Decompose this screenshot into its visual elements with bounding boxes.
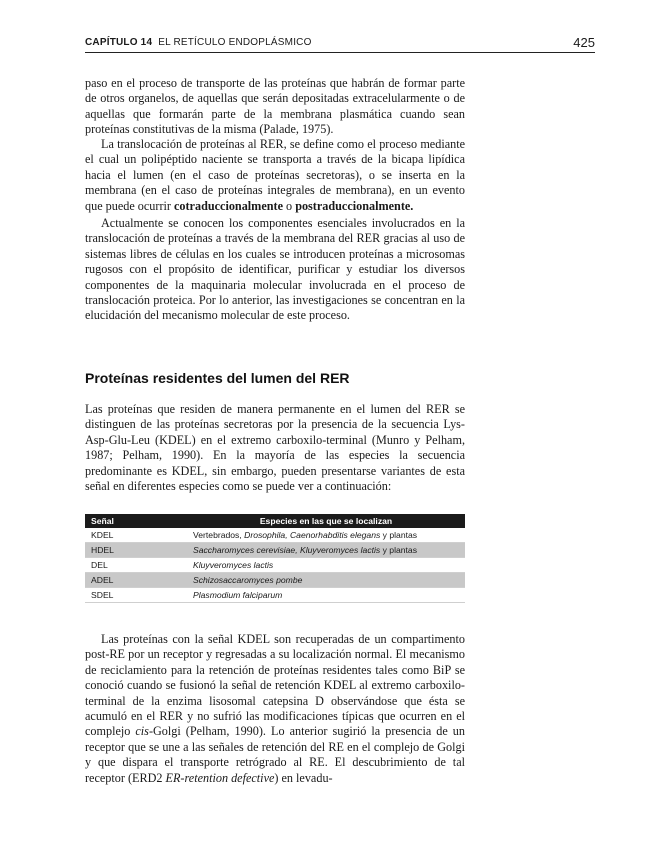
table-row — [85, 588, 465, 603]
header-rule — [85, 52, 595, 53]
paragraph-5 — [85, 632, 465, 786]
species-text: y plantas — [380, 545, 418, 555]
paragraph-5-text: Las proteínas con la señal KDEL son recuperadas de un compartimento post-RE por un receptor y regresadas a su localización normal. El mecanismo de reciclamiento para la retención de proteínas residentes tales como BiP se conoció cuando se fusionó la señal de retención KDEL al extremo carboxilo-terminal de la enzima lisosomal catepsina D observándose que ésta se acumuló en el RER y no sufrió las modificaciones típicas que ocurren en el complejo — [85, 632, 465, 739]
signal-cell: ADEL — [85, 573, 187, 588]
paragraph-1: paso en el proceso de transporte de las proteínas que habrán de formar parte de otros organelos, de aquellas que serán depositadas extracelularmente o de aquellas que formarán parte de la membrana plasmática cuando sean proteínas constitutivas de la misma (Palade, 1975). — [85, 76, 465, 137]
table-row — [85, 573, 465, 588]
paragraph-2-conjunction: o — [283, 198, 296, 213]
term-postraduccional: postraduccionalmente. — [295, 198, 414, 213]
species-cell — [187, 558, 465, 573]
paragraph-3: Actualmente se conocen los componentes esenciales involucrados en la translocación de proteínas a través de la membrana del RER gracias al uso de sistemas libres de células en los cuales se introducen proteínas a microsomas rugosos con el propósito de identificar, purificar y estudiar los diversos componentes de la maquinaria molecular involucrada en el proceso de translocación proteica. Por lo anterior, las investigaciones se concentran en la elucidación del mecanismo molecular de este proceso. — [85, 216, 465, 323]
table-row — [85, 528, 465, 543]
paragraph-4: Las proteínas que residen de manera permanente en el lumen del RER se distinguen de las proteínas secretoras por la presencia de la secuencia Lys-Asp-Glu-Leu (KDEL) en el extremo carboxilo-terminal (Munro y Pelham, 1987; Pelham, 1990). En la mayoría de las especies la secuencia predominante es KDEL, sin embargo, pueden presentarse variantes de esta señal en diferentes especies como se puede ver a continuación: — [85, 402, 465, 494]
species-cell — [187, 528, 465, 543]
signal-table — [85, 514, 465, 603]
species-cell — [187, 543, 465, 558]
species-italic: Kluyveromyces lactis — [193, 560, 274, 570]
signal-cell: KDEL — [85, 528, 187, 543]
term-er-retention: ER-retention defective — [165, 770, 275, 785]
species-italic: Saccharomyces cerevisiae, Kluyveromyces lactis — [193, 545, 381, 555]
species-italic: Plasmodium falciparum — [193, 590, 283, 600]
chapter-label: CAPÍTULO 14 — [85, 37, 153, 48]
column-header-signal: Señal — [85, 514, 187, 528]
section-heading: Proteínas residentes del lumen del RER — [85, 370, 350, 386]
term-cis: cis — [135, 724, 149, 739]
paragraph-2-text: La translocación de proteínas al RER, se define como el proceso mediante el cual un polipéptido naciente se transporta a través de la bicapa lipídica hacia el lumen (en el caso de proteínas secretoras), o se inserta en la membrana (en el caso de proteínas integrales de membrana), en un evento que puede ocurrir — [85, 137, 465, 213]
page-number: 425 — [573, 35, 595, 50]
running-header — [85, 35, 595, 51]
chapter-title: EL RETÍCULO ENDOPLÁSMICO — [158, 37, 312, 48]
species-italic: Drosophila, Caenorhabditis elegans — [244, 530, 381, 540]
term-cotraduccional: cotraduccionalmente — [174, 198, 283, 213]
table-header-row — [85, 514, 465, 528]
species-text: Vertebrados, — [193, 530, 245, 540]
species-text: y plantas — [380, 530, 418, 540]
paragraph-5-text: -Golgi (Pelham, 1990). Lo anterior sugirió la presencia de un receptor que se une a las señales de retención del RE en el complejo de Golgi y que dispara el transporte retrógrado al RE. El descubrimiento de tal receptor (ERD2 — [85, 724, 465, 785]
table-row — [85, 558, 465, 573]
species-cell — [187, 588, 465, 603]
signal-cell: SDEL — [85, 588, 187, 603]
chapter-header — [85, 37, 312, 48]
paragraph-5-text: ) en levadu- — [274, 770, 333, 785]
table-row — [85, 543, 465, 558]
column-header-species: Especies en las que se localizan — [187, 514, 465, 528]
signal-cell: HDEL — [85, 543, 187, 558]
signal-cell: DEL — [85, 558, 187, 573]
paragraph-2 — [85, 137, 465, 214]
species-italic: Schizosaccaromyces pombe — [193, 575, 303, 585]
species-cell — [187, 573, 465, 588]
